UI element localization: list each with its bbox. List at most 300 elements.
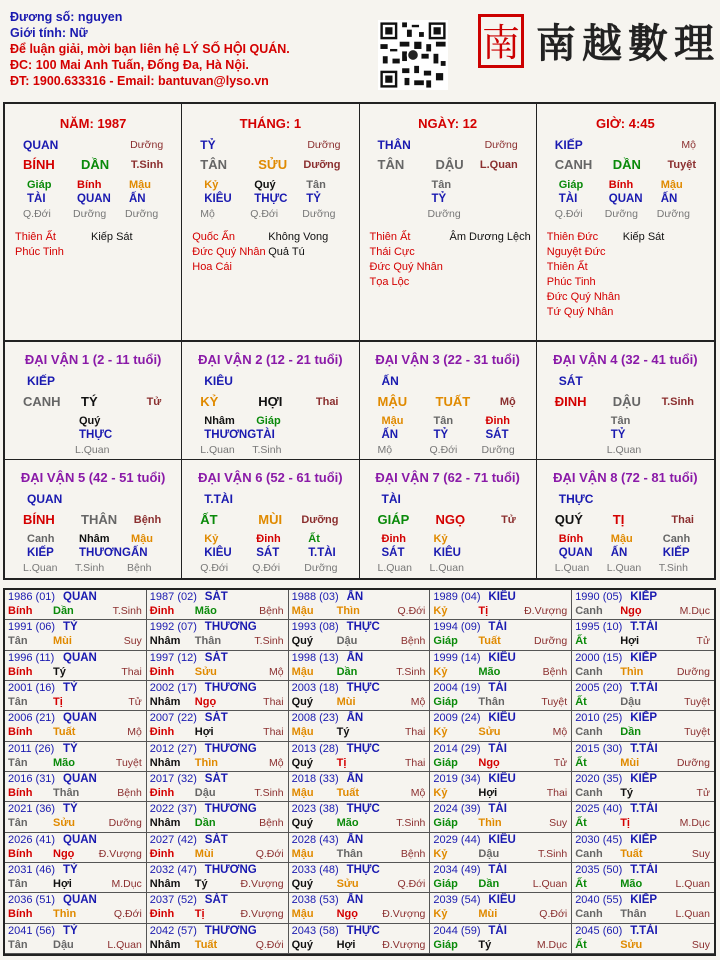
pillar-day [360, 104, 537, 340]
thien-can: Canh [575, 787, 603, 799]
thap-than: QUAN [63, 894, 97, 907]
tang-vong-sinh: Q.Đới [23, 208, 51, 220]
vong-sinh: Tuyệt [541, 696, 568, 708]
dai-van-cell [5, 460, 182, 578]
tang-thap-than: ẤN [660, 193, 678, 205]
tang-vong-sinh: Q.Đới [554, 208, 583, 220]
tang-can: Mậu [610, 533, 633, 545]
dia-chi: Ngọ [478, 756, 500, 769]
thien-can: Nhâm [149, 938, 181, 951]
header [10, 9, 380, 89]
year-label: 2011 (26) [8, 742, 55, 755]
dia-chi: Tuất [53, 726, 76, 739]
vong-sinh-chi: L.Quan [479, 159, 518, 171]
dia-chi: Ngọ [336, 908, 358, 921]
tang-can: Giáp [558, 179, 584, 191]
tang-vong-sinh: L.Quan [606, 444, 642, 456]
tang-thap-than: KIÊU [433, 547, 461, 559]
year-cell [572, 742, 714, 772]
year-cell [430, 772, 572, 802]
thap-than: TÀI [488, 742, 507, 755]
thien-can: QUÝ [554, 512, 583, 527]
thap-than: T.TÀI [630, 682, 658, 694]
star-item: Thiên Ất [546, 261, 588, 273]
year-label: 1997 (12) [149, 651, 197, 664]
dia-chi: Tị [620, 817, 630, 830]
tang-thap-than: TỶ [306, 193, 321, 205]
vong-sinh-chi: T.Sinh [130, 159, 164, 171]
thien-can: Giáp [433, 756, 458, 769]
thien-can: Giáp [433, 817, 458, 830]
dia-chi: Thìn [194, 756, 219, 769]
vong-sinh: T.Sinh [254, 787, 284, 799]
thap-than: TÀI [488, 924, 507, 937]
tang-thap-than: SÁT [256, 547, 280, 559]
year-cell [430, 711, 572, 741]
year-cell [430, 893, 572, 923]
vong-sinh: L.Quan [107, 938, 142, 951]
thap-than: ẤN [381, 374, 399, 388]
year-cell [430, 651, 572, 681]
thap-than: THƯƠNG [204, 864, 257, 876]
dia-chi: MÙI [258, 512, 283, 527]
year-label: 2035 (50) [575, 864, 623, 876]
tang-vong-sinh: Dưỡng [73, 208, 107, 220]
vong-sinh: Mộ [499, 396, 516, 408]
thien-can: Quý [291, 635, 313, 648]
year-cell [572, 651, 714, 681]
dia-chi: Dần [53, 605, 74, 617]
year-label: 1998 (13) [291, 651, 339, 664]
year-cell [147, 651, 289, 681]
year-cell [430, 681, 572, 711]
vong-sinh: Dưỡng [676, 756, 710, 769]
year-cell [572, 833, 714, 863]
tang-thap-than: THỰC [254, 193, 288, 205]
vong-sinh: M.Dục [536, 938, 568, 951]
tang-can: Quý [79, 415, 101, 427]
thien-can: Ất [575, 635, 587, 648]
tang-can: Tân [306, 179, 326, 191]
year-cell [572, 893, 714, 923]
vong-sinh: Bệnh [133, 514, 162, 526]
dia-chi: HỢI [258, 394, 283, 409]
vong-sinh: Thai [121, 665, 142, 678]
tang-vong-sinh: L.Quan [606, 562, 642, 574]
dia-chi: THÂN [81, 512, 118, 527]
thien-can: CANH [554, 157, 593, 172]
year-cell [5, 833, 147, 863]
tang-thap-than: TỶ [433, 429, 449, 441]
thien-can: Ất [575, 878, 587, 890]
year-label: 1989 (04) [433, 591, 481, 603]
year-cell [289, 590, 431, 620]
year-cell [147, 863, 289, 893]
tang-thap-than: KIÊU [204, 193, 232, 205]
year-cell [430, 620, 572, 650]
tang-vong-sinh: Mộ [200, 208, 215, 220]
year-label: 2016 (31) [8, 773, 56, 785]
year-label: 2025 (40) [575, 803, 623, 816]
dia-chi: TÝ [81, 394, 98, 409]
year-label: 1996 (11) [8, 651, 55, 664]
dia-chi: Ngọ [620, 605, 642, 617]
vong-sinh: Tử [128, 696, 142, 708]
tang-thap-than: THỰC [79, 429, 113, 441]
tang-vong-sinh: Dưỡng [656, 208, 690, 220]
stars-bad [268, 230, 354, 260]
year-label: 1991 (06) [8, 621, 56, 634]
dia-chi: Thân [336, 847, 363, 860]
year-label: 2039 (54) [433, 894, 481, 907]
tang-thap-than: THƯƠNG [79, 547, 131, 559]
thien-can: Canh [575, 665, 603, 678]
tang-thap-than: TÀI [256, 429, 275, 441]
thien-can: TÂN [200, 157, 227, 172]
year-cell [572, 681, 714, 711]
year-cell [572, 772, 714, 802]
dia-chi: Tị [478, 605, 489, 617]
year-cell [147, 833, 289, 863]
thap-than: THƯƠNG [204, 682, 257, 694]
vong-sinh: Mộ [269, 756, 284, 769]
thap-than: SÁT [558, 374, 583, 388]
tang-can: Nhâm [204, 415, 235, 427]
thap-than: QUAN [63, 591, 97, 603]
year-cell [147, 742, 289, 772]
year-label: 2009 (24) [433, 712, 481, 725]
vong-sinh: Suy [123, 635, 142, 648]
vong-sinh: Tử [501, 514, 516, 526]
dai-van-cell [537, 342, 714, 460]
dia-chi: Thìn [620, 665, 644, 678]
year-cell [5, 590, 147, 620]
year-label: 2043 (58) [291, 924, 339, 937]
tang-thap-than: THƯƠNG [204, 429, 257, 441]
year-label: 2022 (37) [149, 803, 197, 816]
year-label: 2028 (43) [291, 833, 339, 846]
tang-vong-sinh: Dưỡng [302, 208, 336, 220]
year-label: 2005 (20) [575, 682, 623, 694]
dia-chi: DẦN [81, 157, 110, 172]
vong-sinh-can: Dưỡng [484, 139, 518, 151]
tang-vong-sinh: Dưỡng [304, 562, 338, 574]
thien-can: Canh [575, 908, 603, 921]
vong-sinh: Thai [671, 514, 694, 526]
year-label: 2026 (41) [8, 833, 56, 846]
year-cell [5, 924, 147, 954]
thien-can: ĐINH [554, 394, 587, 409]
dia-chi: Mão [53, 756, 75, 769]
phone-email: ĐT: 1900.633316 - Email: bantuvan@lyso.vn [10, 74, 269, 88]
vong-sinh: Đ.Vượng [382, 908, 426, 921]
year-label: 2032 (47) [149, 864, 197, 876]
thap-than: KIẾP [554, 138, 583, 152]
dia-chi: Thìn [336, 605, 360, 617]
year-label: 1994 (09) [433, 621, 481, 634]
dia-chi: Tuất [336, 787, 359, 799]
dia-chi: Tý [194, 878, 208, 890]
year-label: 2034 (49) [433, 864, 481, 876]
thien-can: Bính [8, 605, 33, 617]
dia-chi: Hợi [53, 878, 72, 890]
dia-chi: TUẤT [435, 394, 471, 409]
vong-sinh-chi: Tuyệt [667, 159, 696, 171]
star-item: Tứ Quý Nhân [546, 306, 614, 318]
thien-can: Ất [575, 817, 587, 830]
red-seal: 南 [478, 14, 524, 68]
star-item: Thiên Ất [15, 231, 56, 243]
tang-can: Đinh [381, 533, 406, 545]
dia-chi: Tuất [478, 635, 501, 648]
dai-van-title: ĐẠI VẬN 7 (62 - 71 tuổi) [375, 470, 520, 485]
dia-chi: Tý [53, 665, 66, 678]
year-label: 2044 (59) [433, 924, 481, 937]
vong-sinh-can: Dưỡng [130, 139, 164, 151]
thap-than: KIÊU [488, 651, 516, 664]
year-label: 2041 (56) [8, 924, 56, 937]
year-label: 1987 (02) [149, 591, 197, 603]
year-cell [5, 863, 147, 893]
vong-sinh: Q.Đới [113, 908, 142, 921]
thap-than: TÀI [381, 492, 401, 506]
year-cell [289, 833, 431, 863]
thap-than: KIÊU [488, 591, 516, 603]
thien-can: Tân [8, 635, 28, 648]
vong-sinh: Q.Đới [539, 908, 568, 921]
tang-thap-than: QUAN [77, 193, 111, 205]
thap-than: ẤN [346, 591, 364, 603]
year-cell [572, 802, 714, 832]
year-cell [572, 620, 714, 650]
vong-sinh-can: Mộ [681, 139, 696, 151]
vong-sinh: Q.Đới [397, 605, 426, 617]
vong-sinh: Dưỡng [108, 817, 142, 830]
vong-sinh: T.Sinh [396, 665, 426, 678]
thap-than: QUAN [63, 773, 97, 785]
dia-chi: Dần [336, 665, 358, 678]
year-label: 2038 (53) [291, 894, 339, 907]
thap-than: THÂN [377, 138, 411, 152]
address: ĐC: 100 Mai Anh Tuấn, Đống Đa, Hà Nội. [10, 58, 249, 72]
vong-sinh: Bệnh [400, 847, 426, 860]
year-cell [572, 863, 714, 893]
thien-can: Nhâm [149, 878, 181, 890]
dia-chi: Ngọ [194, 696, 217, 708]
year-label: 1990 (05) [575, 591, 623, 603]
vong-sinh: Tử [146, 396, 162, 408]
tang-vong-sinh: Q.Đới [252, 562, 281, 574]
year-label: 2042 (57) [149, 924, 197, 937]
thien-can: Giáp [433, 938, 458, 951]
dai-van-cell [182, 342, 359, 460]
dia-chi: Mão [194, 605, 217, 617]
dia-chi: Dậu [194, 787, 216, 799]
thap-than: QUAN [63, 833, 97, 846]
dia-chi: Hợi [620, 635, 640, 648]
tang-thap-than: KIẾP [27, 547, 54, 559]
vong-sinh: Mộ [410, 787, 426, 799]
dia-chi: Tị [336, 756, 347, 769]
thien-can: Bính [8, 787, 33, 799]
year-cell [430, 833, 572, 863]
thap-than: KIÊU [204, 374, 233, 388]
thien-can: Bính [8, 908, 33, 921]
star-item: Đức Quý Nhân [192, 246, 266, 258]
vong-sinh: M.Dục [679, 605, 710, 617]
tang-can: Tân [433, 415, 454, 427]
dia-chi: Thân [478, 696, 505, 708]
dai-van-title: ĐẠI VẬN 2 (12 - 21 tuổi) [198, 352, 343, 367]
dia-chi: Tý [478, 938, 492, 951]
tang-vong-sinh: Dưỡng [427, 208, 461, 220]
dia-chi: Mùi [194, 847, 214, 860]
tang-thap-than: SÁT [381, 547, 405, 559]
vong-sinh: T.Sinh [254, 635, 284, 648]
dia-chi: Mùi [478, 908, 498, 921]
thap-than: T.TÀI [630, 864, 658, 876]
dia-chi: Tuất [620, 847, 643, 860]
vong-sinh: Đ.Vượng [382, 938, 426, 951]
thien-can: BÍNH [23, 157, 55, 172]
brand-logo [478, 10, 720, 72]
dia-chi: Thìn [478, 817, 502, 830]
contact-note: Để luận giải, mời bạn liên hệ LÝ SỐ HỘI QUÁN. [10, 42, 290, 56]
dia-chi: TỊ [612, 512, 625, 527]
thien-can: Đinh [149, 787, 175, 799]
vong-sinh: Thai [263, 696, 284, 708]
thien-can: Đinh [149, 665, 175, 678]
dia-chi: Hợi [194, 726, 214, 739]
year-label: 2045 (60) [575, 924, 623, 937]
star-item: Không Vong [268, 231, 329, 243]
tang-vong-sinh: L.Quan [75, 444, 110, 456]
year-label: 2015 (30) [575, 742, 623, 755]
year-label: 1986 (01) [8, 591, 56, 603]
year-cell [289, 620, 431, 650]
year-label: 2007 (22) [149, 712, 197, 725]
year-cell [147, 681, 289, 711]
year-label: 2012 (27) [149, 742, 197, 755]
tang-can: Mậu [381, 415, 404, 427]
thien-can: Quý [291, 756, 313, 769]
star-item: Phúc Tinh [546, 276, 596, 288]
tang-vong-sinh: Dưỡng [125, 208, 159, 220]
vong-sinh: Bệnh [259, 817, 284, 830]
thap-than: SÁT [204, 591, 228, 603]
thien-can: Bính [8, 726, 33, 739]
vong-sinh: T.Sinh [112, 605, 142, 617]
thap-than: TỶ [200, 138, 216, 152]
thap-than: QUAN [27, 492, 63, 506]
vong-sinh: Thai [263, 726, 284, 739]
year-cell [289, 893, 431, 923]
year-cell [289, 742, 431, 772]
tang-thap-than: ẤN [381, 429, 399, 441]
thap-than: ẤN [346, 894, 364, 907]
tang-can: Ất [308, 533, 320, 545]
tang-can: Quý [254, 179, 276, 191]
tang-can: Mậu [660, 179, 683, 191]
thap-than: THƯƠNG [204, 621, 257, 634]
year-cell [5, 651, 147, 681]
year-label: 2004 (19) [433, 682, 481, 694]
dia-chi: SỬU [258, 157, 288, 172]
thien-can: Kỷ [433, 726, 448, 739]
pillar-year [5, 104, 182, 340]
dia-chi: Mùi [336, 696, 356, 708]
vong-sinh: Suy [691, 847, 710, 860]
dia-chi: Dậu [336, 635, 358, 648]
dia-chi: DẦN [612, 157, 641, 172]
dia-chi: Thìn [53, 908, 77, 921]
year-label: 2002 (17) [149, 682, 197, 694]
tang-can: Tân [431, 179, 452, 191]
thien-can: CANH [23, 394, 61, 409]
thap-than: TỶ [63, 864, 78, 876]
dia-chi: Hợi [478, 787, 498, 799]
vong-sinh: Mộ [410, 696, 426, 708]
stars-bad [91, 230, 177, 245]
year-cell [572, 711, 714, 741]
thap-than: TỶ [63, 682, 78, 694]
star-item: Quả Tú [268, 246, 305, 258]
tang-vong-sinh: Q.Đới [429, 444, 458, 456]
year-label: 1992 (07) [149, 621, 197, 634]
thien-can: Mậu [291, 908, 314, 921]
thap-than: KIÊU [488, 894, 516, 907]
thien-can: Tân [8, 756, 28, 769]
thien-can: Đinh [149, 726, 175, 739]
year-label: 1999 (14) [433, 651, 481, 664]
dai-van-cell [360, 460, 537, 578]
thien-can: Bính [8, 665, 33, 678]
dia-chi: Tý [336, 726, 350, 739]
dia-chi: Sửu [194, 665, 217, 678]
thap-than: THƯƠNG [204, 924, 257, 937]
dia-chi: Tị [194, 908, 205, 921]
thien-can: Tân [8, 696, 28, 708]
vong-sinh: Đ.Vượng [240, 908, 284, 921]
dia-chi: Hợi [336, 938, 356, 951]
year-cell [5, 620, 147, 650]
dai-van-grid [3, 342, 716, 580]
year-cell [289, 681, 431, 711]
tang-can: Đinh [485, 415, 510, 427]
year-label: 2027 (42) [149, 833, 197, 846]
thap-than: KIÊU [488, 833, 516, 846]
thien-can: BÍNH [23, 512, 55, 527]
tang-can: Mậu [129, 179, 151, 191]
year-cell [430, 590, 572, 620]
star-item: Kiếp Sát [622, 231, 665, 243]
dia-chi: Dậu [620, 696, 641, 708]
star-item: Âm Dương Lệch [449, 231, 531, 243]
tang-vong-sinh: Mộ [377, 444, 393, 456]
dai-van-title: ĐẠI VẬN 4 (32 - 41 tuổi) [553, 352, 698, 367]
thien-can: Kỷ [433, 787, 448, 799]
vong-sinh: Thai [404, 726, 426, 739]
year-label: 2037 (52) [149, 894, 197, 907]
star-item: Đức Quý Nhân [546, 291, 621, 303]
vong-sinh: Tử [696, 787, 710, 799]
thap-than: TỶ [63, 924, 78, 937]
tang-vong-sinh: L.Quan [429, 562, 464, 574]
vong-sinh: M.Dục [679, 817, 710, 830]
star-item: Thiên Đức [546, 231, 599, 243]
dia-chi: DẬU [435, 157, 464, 172]
thap-than: TÀI [488, 621, 507, 634]
